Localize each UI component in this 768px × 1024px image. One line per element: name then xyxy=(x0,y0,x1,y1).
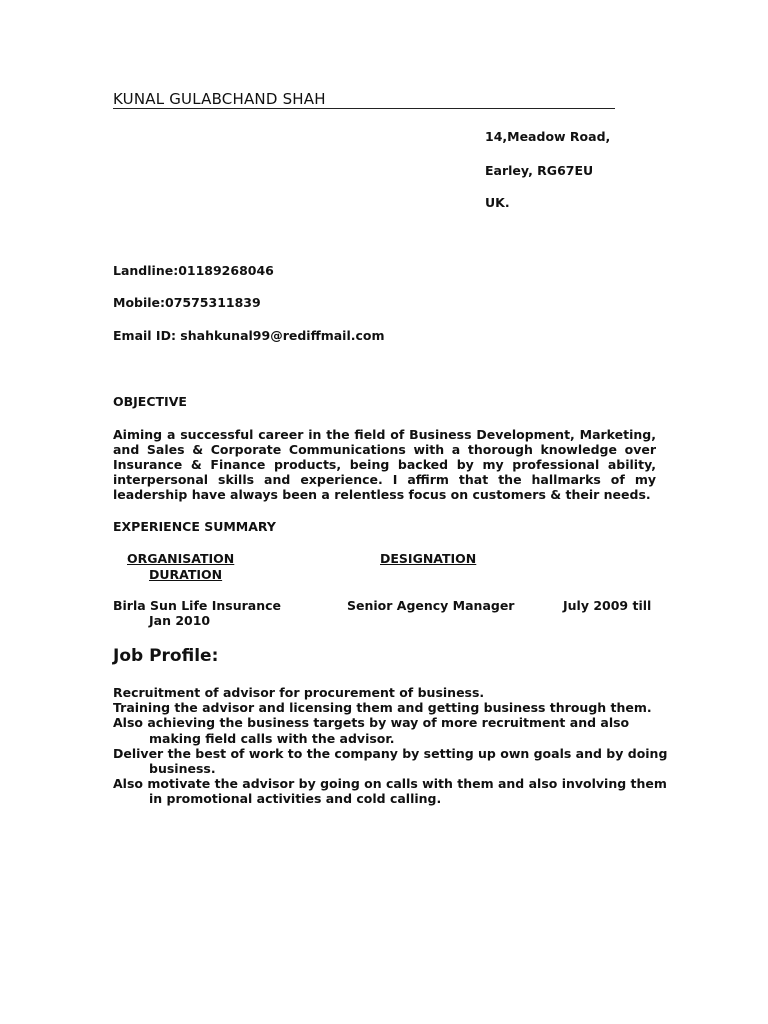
address-line-3: UK. xyxy=(485,195,510,210)
row-duration-end: Jan 2010 xyxy=(149,613,211,628)
list-item: Also motivate the advisor by going on calls with them and also involving them in promotional activities and cold calling. xyxy=(113,776,667,807)
job-profile-heading: Job Profile: xyxy=(113,646,219,666)
experience-heading: EXPERIENCE SUMMARY xyxy=(113,519,276,534)
address-line-2: Earley, RG67EU xyxy=(485,163,594,178)
row-designation: Senior Agency Manager xyxy=(347,598,515,613)
list-item: Recruitment of advisor for procurement of business. xyxy=(113,685,485,700)
mobile: Mobile:07575311839 xyxy=(113,295,261,310)
row-organisation: Birla Sun Life Insurance xyxy=(113,598,281,613)
email: Email ID: shahkunal99@rediffmail.com xyxy=(113,328,385,343)
objective-text: Aiming a successful career in the field of Business Development, Marketing, and Sales & Corporate Communications with a thorough knowledge over Insurance & Finance products, being backed by my professional ability, interpersonal skills and experience. I affirm that the hallmarks of my leadership have always been a relentless focus on customers & their needs. xyxy=(113,427,656,502)
candidate-name: KUNAL GULABCHAND SHAH xyxy=(113,91,615,109)
list-item: Also achieving the business targets by way of more recruitment and also making field calls with the advisor. xyxy=(113,715,630,746)
column-designation: DESIGNATION xyxy=(380,551,477,566)
column-organisation: ORGANISATION xyxy=(127,551,235,566)
job-profile-list xyxy=(113,685,673,807)
column-duration: DURATION xyxy=(149,567,223,582)
objective-heading: OBJECTIVE xyxy=(113,394,187,409)
row-duration-start: July 2009 till xyxy=(563,598,652,613)
address-line-1: 14,Meadow Road, xyxy=(485,129,611,144)
landline: Landline:01189268046 xyxy=(113,263,274,278)
list-item: Training the advisor and licensing them and getting business through them. xyxy=(113,700,652,716)
list-item: Deliver the best of work to the company by setting up own goals and by doing business. xyxy=(113,745,668,777)
